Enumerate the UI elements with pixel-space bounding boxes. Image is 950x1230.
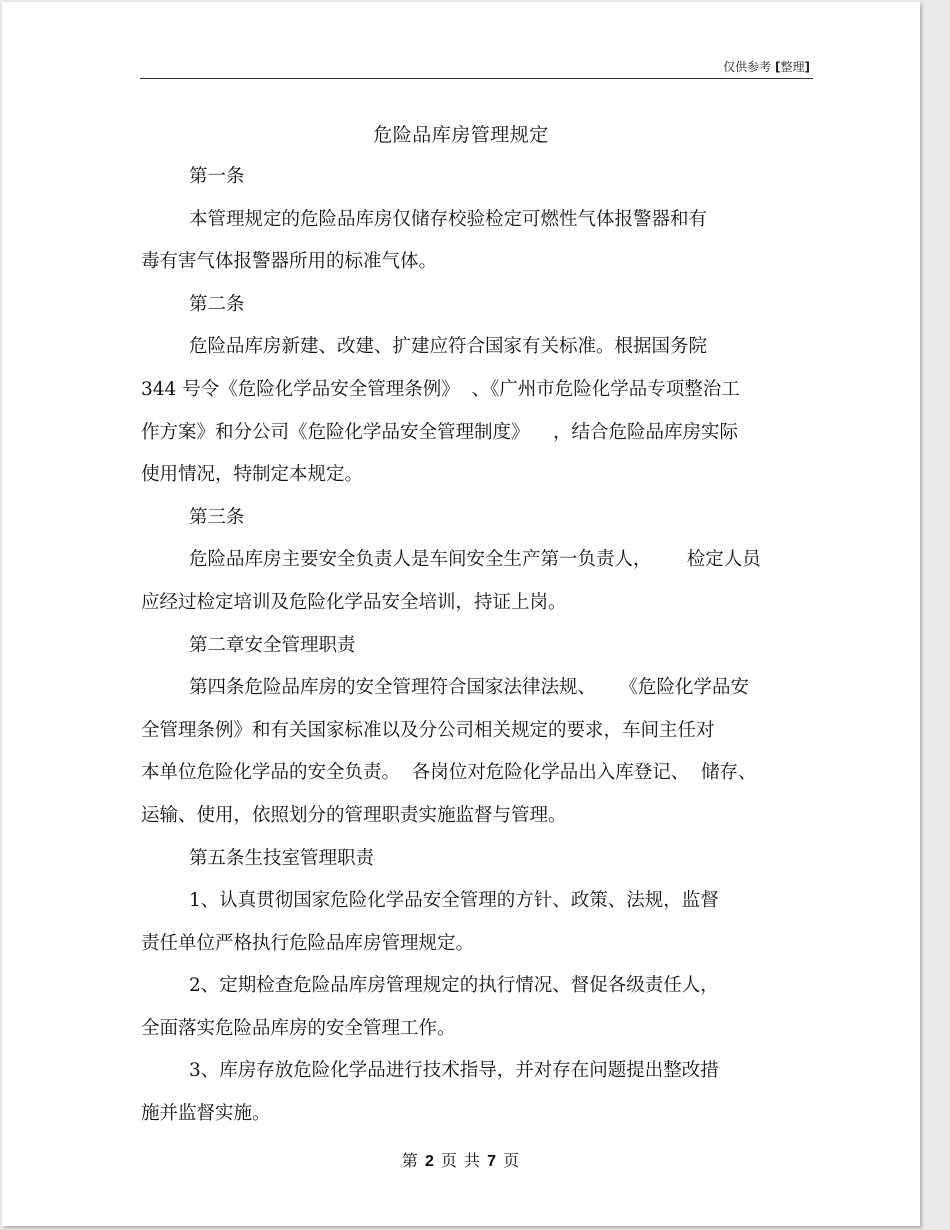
document-title: 危险品库房管理规定: [373, 124, 549, 146]
text-line: 危险品库房主要安全负责人是车间安全生产第一负责人， 检定人员: [189, 549, 761, 571]
document-body: [141, 156, 821, 1136]
text-line: 本管理规定的危险品库房仅储存校验检定可燃性气体报警器和有: [189, 208, 708, 230]
header-divider: [140, 78, 813, 79]
text-line: 毒有害气体报警器所用的标准气体。: [141, 251, 438, 273]
text-line: 第五条生技室管理职责: [189, 847, 375, 869]
page-footer: [2, 1148, 920, 1171]
text-line: 第三条: [189, 506, 245, 528]
document-page: [2, 2, 920, 1226]
text-line: 运输、使用，依照划分的管理职责实施监督与管理。: [141, 804, 567, 826]
text-line: 第二条: [189, 293, 245, 315]
text-line: 第四条危险品库房的安全管理符合国家法律法规、 《危险化学品安: [189, 677, 750, 699]
footer-total-pages: 7: [487, 1153, 498, 1170]
header-bracket-close: ]: [804, 60, 810, 74]
header-bracket-text: 整理: [780, 60, 805, 74]
footer-current-page: 2: [424, 1153, 435, 1170]
header-note-text: 仅供参考: [723, 60, 772, 74]
text-line: 1、认真贯彻国家危险化学品安全管理的方针、政策、法规，监督: [189, 890, 719, 912]
footer-suffix: 页: [503, 1151, 521, 1170]
text-line: 全管理条例》和有关国家标准以及分公司相关规定的要求，车间主任对: [141, 719, 715, 741]
text-line: 作方案》和分公司《危险化学品安全管理制度》 ，结合危险品库房实际: [141, 421, 739, 443]
text-line: 3、库房存放危险化学品进行技术指导，并对存在问题提出整改措: [189, 1060, 719, 1082]
text-line: 责任单位严格执行危险品库房管理规定。: [141, 932, 475, 954]
footer-middle: 页 共: [440, 1151, 482, 1170]
text-line: 施并监督实施。: [141, 1103, 271, 1125]
text-line: 第二章安全管理职责: [189, 634, 356, 656]
text-line: 使用情况，特制定本规定。: [141, 464, 364, 486]
text-line: 344 号令《危险化学品安全管理条例》 、《广州市危险化学品专项整治工: [141, 378, 740, 400]
text-line: 全面落实危险品库房的安全管理工作。: [141, 1017, 456, 1039]
text-line: 2、定期检查危险品库房管理规定的执行情况、督促各级责任人，: [189, 975, 719, 997]
header-bracket-open: [: [775, 60, 781, 74]
footer-prefix: 第: [401, 1151, 419, 1170]
header-note: [723, 58, 810, 75]
text-line: 应经过检定培训及危险化学品安全培训，持证上岗。: [141, 591, 567, 613]
text-line: 本单位危险化学品的安全负责。 各岗位对危险化学品出入库登记、 储存、: [141, 762, 757, 784]
text-line: 危险品库房新建、改建、扩建应符合国家有关标准。根据国务院: [189, 336, 708, 358]
text-line: 第一条: [189, 166, 245, 187]
